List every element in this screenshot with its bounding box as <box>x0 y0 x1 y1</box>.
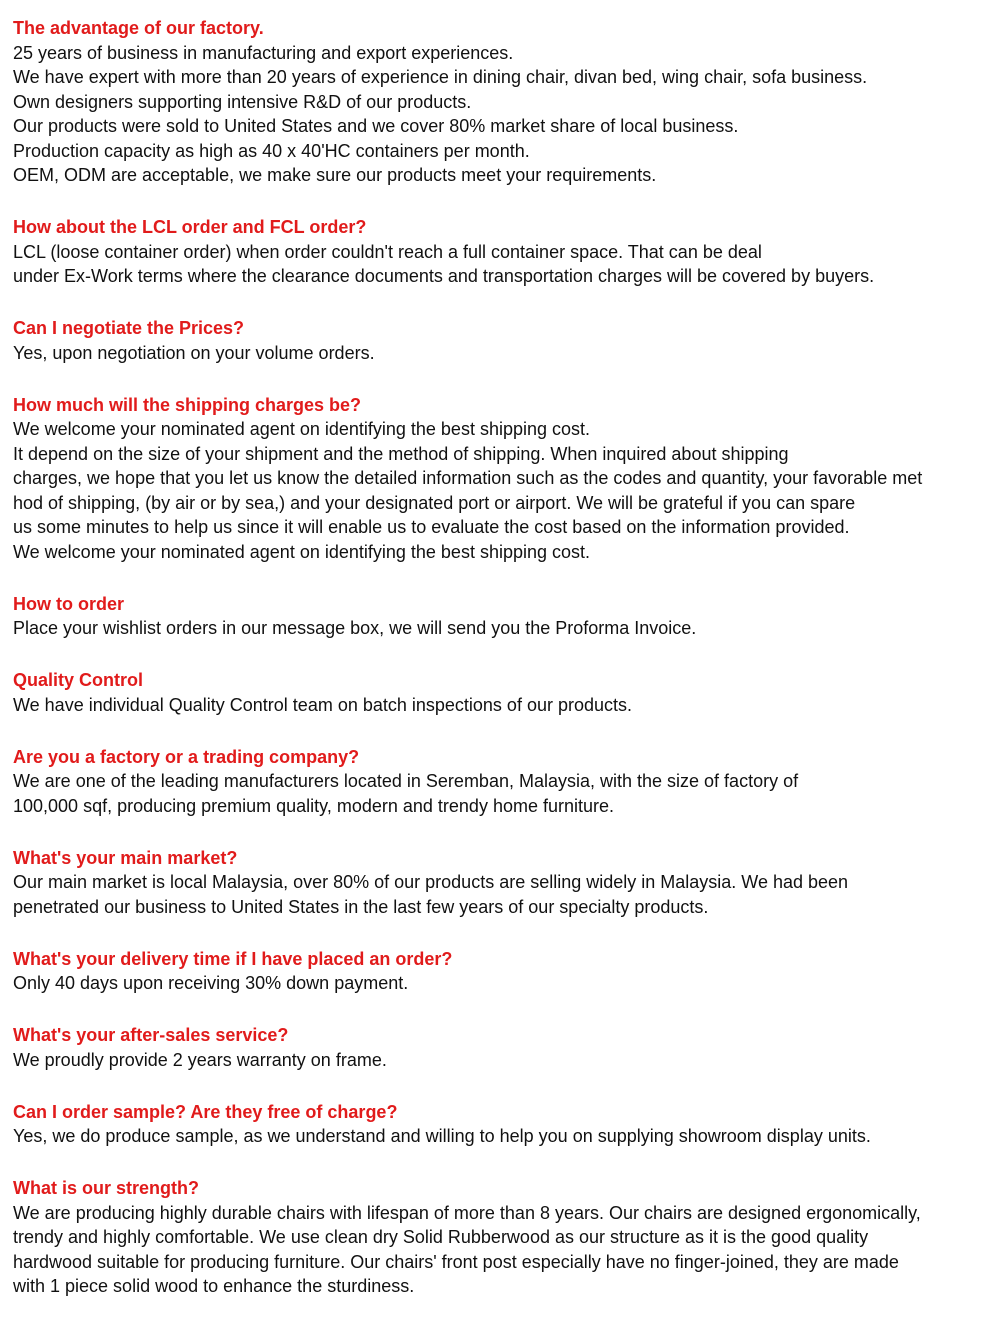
faq-answer-line: Production capacity as high as 40 x 40'HC containers per month. <box>13 140 530 161</box>
faq-section-shipping-charges <box>13 393 998 565</box>
faq-section-negotiate-prices <box>13 316 998 365</box>
faq-answer-line: We welcome your nominated agent on identifying the best shipping cost. <box>13 419 591 439</box>
faq-answer-line: We have individual Quality Control team on batch inspections of our products. <box>13 694 633 715</box>
faq-answer-line: It depend on the size of your shipment and the method of shipping. When inquired about shipping <box>13 443 789 464</box>
faq-question: What's your main market? <box>13 847 238 868</box>
faq-section-quality-control <box>13 668 998 717</box>
faq-question: Can I negotiate the Prices? <box>13 318 245 338</box>
faq-question: The advantage of our factory. <box>13 18 264 38</box>
faq-section-delivery-time <box>13 947 998 996</box>
faq-answer-line: Own designers supporting intensive R&D of our products. <box>13 91 472 112</box>
faq-answer-line: 100,000 sqf, producing premium quality, modern and trendy home furniture. <box>13 795 615 816</box>
faq-question: What's your after-sales service? <box>13 1025 289 1045</box>
faq-answer-line: hod of shipping, (by air or by sea,) and your designated port or airport. We will be grateful if you can spare <box>13 492 856 513</box>
faq-question: Can I order sample? Are they free of charge? <box>13 1101 398 1122</box>
faq-section-strength <box>13 1176 998 1299</box>
faq-question: Quality Control <box>13 670 143 690</box>
faq-answer-line: We proudly provide 2 years warranty on frame. <box>13 1049 387 1070</box>
faq-section-after-sales <box>13 1023 998 1072</box>
faq-answer-line: under Ex-Work terms where the clearance documents and transportation charges will be covered by buyers. <box>13 266 875 286</box>
faq-section-lcl-fcl <box>13 215 998 289</box>
faq-answer-line: Our products were sold to United States and we cover 80% market share of local business. <box>13 116 739 136</box>
faq-answer-line: us some minutes to help us since it will enable us to evaluate the cost based on the information provided. <box>13 517 850 537</box>
faq-answer-line: Yes, we do produce sample, as we understand and willing to help you on supplying showroom display units. <box>13 1126 871 1146</box>
faq-section-sample <box>13 1100 998 1149</box>
faq-answer-line: Place your wishlist orders in our message box, we will send you the Proforma Invoice. <box>13 618 697 638</box>
faq-section-main-market <box>13 846 998 920</box>
faq-question: Are you a factory or a trading company? <box>13 746 360 767</box>
faq-answer-line: charges, we hope that you let us know the detailed information such as the codes and quantity, your favorable met <box>13 468 923 488</box>
faq-section-factory-advantage <box>13 16 998 188</box>
faq-question: How about the LCL order and FCL order? <box>13 217 367 237</box>
faq-answer-line: trendy and highly comfortable. We use clean dry Solid Rubberwood as our structure as it is the good quality <box>13 1227 869 1247</box>
faq-answer-line: We welcome your nominated agent on identifying the best shipping cost. <box>13 541 591 562</box>
faq-question: What's your delivery time if I have placed an order? <box>13 948 453 969</box>
faq-answer-line: Our main market is local Malaysia, over 80% of our products are selling widely in Malaysia. We had been <box>13 872 849 892</box>
faq-answer-line: We have expert with more than 20 years of experience in dining chair, divan bed, wing chair, sofa business. <box>13 67 868 87</box>
faq-section-how-to-order <box>13 592 998 641</box>
faq-question: How much will the shipping charges be? <box>13 394 362 415</box>
faq-answer-line: OEM, ODM are acceptable, we make sure our products meet your requirements. <box>13 165 657 185</box>
faq-answer-line: with 1 piece solid wood to enhance the sturdiness. <box>13 1276 415 1296</box>
faq-answer-line: hardwood suitable for producing furniture. Our chairs' front post especially have no finger-joined, they are made <box>13 1251 899 1272</box>
faq-answer-line: penetrated our business to United States in the last few years of our specialty products. <box>13 896 709 917</box>
faq-question: What is our strength? <box>13 1178 199 1198</box>
faq-answer-line: LCL (loose container order) when order couldn't reach a full container space. That can be deal <box>13 241 762 262</box>
faq-answer-line: Yes, upon negotiation on your volume orders. <box>13 342 375 363</box>
faq-section-factory-or-trading <box>13 745 998 819</box>
faq-answer-line: We are producing highly durable chairs with lifespan of more than 8 years. Our chairs are designed ergonomically, <box>13 1202 921 1223</box>
faq-answer-line: We are one of the leading manufacturers located in Seremban, Malaysia, with the size of factory of <box>13 771 799 791</box>
faq-answer-line: Only 40 days upon receiving 30% down payment. <box>13 973 409 993</box>
faq-answer-line: 25 years of business in manufacturing and export experiences. <box>13 42 514 63</box>
faq-document <box>13 16 998 1326</box>
faq-question: How to order <box>13 593 124 614</box>
